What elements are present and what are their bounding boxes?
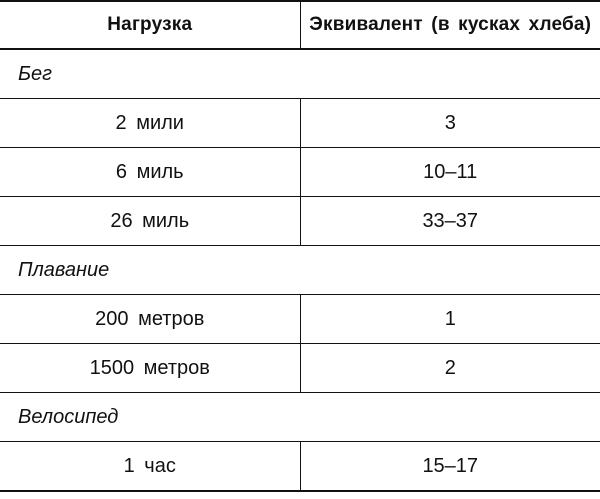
section-title: Плавание (0, 246, 600, 295)
header-equivalent: Эквивалент (в кусках хлеба) (300, 1, 600, 49)
equivalent-cell: 33–37 (300, 197, 600, 246)
table-row (0, 295, 600, 344)
load-cell: 1 час (0, 442, 300, 492)
section-row-running (0, 49, 600, 99)
section-title: Велосипед (0, 393, 600, 442)
table-row (0, 99, 600, 148)
table-header-row (0, 1, 600, 49)
table-row (0, 442, 600, 492)
table-row (0, 344, 600, 393)
header-load: Нагрузка (0, 1, 300, 49)
equivalent-cell: 1 (300, 295, 600, 344)
equivalent-cell: 2 (300, 344, 600, 393)
section-title: Бег (0, 49, 600, 99)
equivalent-cell: 10–11 (300, 148, 600, 197)
equivalent-cell: 3 (300, 99, 600, 148)
table-row (0, 197, 600, 246)
section-row-cycling (0, 393, 600, 442)
load-cell: 6 миль (0, 148, 300, 197)
load-cell: 1500 метров (0, 344, 300, 393)
equivalent-cell: 15–17 (300, 442, 600, 492)
load-cell: 2 мили (0, 99, 300, 148)
load-cell: 26 миль (0, 197, 300, 246)
table-row (0, 148, 600, 197)
load-cell: 200 метров (0, 295, 300, 344)
section-row-swimming (0, 246, 600, 295)
